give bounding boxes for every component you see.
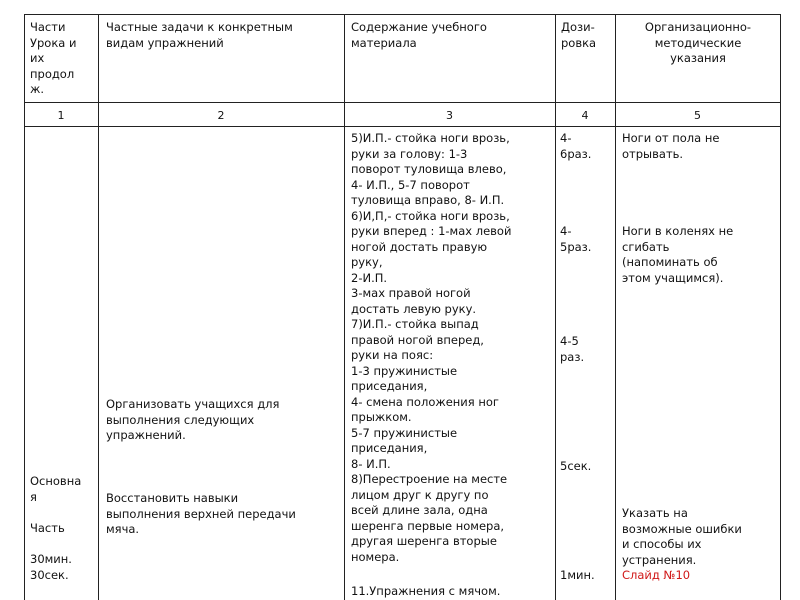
dosage-1: 4- 6раз. bbox=[560, 131, 592, 161]
column-number-2: 2 bbox=[217, 109, 225, 122]
dosage-5: 1мин. bbox=[560, 568, 595, 582]
lesson-part-duration: 30мин. 30сек. bbox=[30, 552, 72, 582]
number-row-bottom-border bbox=[24, 126, 781, 127]
note-errors: Указать на возможные ошибки и способы их устранения. bbox=[622, 506, 742, 567]
note-knees-straight: Ноги в коленях не сгибать (напоминать об этом учащимся). bbox=[622, 224, 734, 285]
header-lesson-parts: Части Урока и их продол ж. bbox=[30, 20, 77, 96]
task-organize: Организовать учащихся для выполнения следующих упражнений. bbox=[106, 397, 280, 442]
header-content: Содержание учебного материала bbox=[351, 20, 487, 50]
dosage-4: 5сек. bbox=[560, 459, 592, 473]
col-divider-1 bbox=[98, 14, 99, 600]
header-dosage: Дози- ровка bbox=[561, 20, 597, 50]
header-particular-tasks: Частные задачи к конкретным видам упражнений bbox=[106, 20, 293, 50]
header-methodical-notes: Организационно- методические указания bbox=[644, 20, 752, 65]
table-top-border bbox=[24, 14, 781, 15]
column-number-5: 5 bbox=[694, 109, 701, 122]
dosage-2: 4- 5раз. bbox=[560, 224, 592, 254]
lesson-part-label: Часть bbox=[30, 521, 65, 535]
column-number-3: 3 bbox=[446, 109, 453, 122]
task-restore-skills: Восстановить навыки выполнения верхней передачи мяча. bbox=[106, 491, 296, 536]
column-number-4: 4 bbox=[581, 109, 589, 122]
note-feet-on-floor: Ноги от пола не отрывать. bbox=[622, 131, 720, 161]
header-bottom-border bbox=[24, 102, 781, 103]
col-divider-3 bbox=[555, 14, 556, 600]
column-number-1: 1 bbox=[57, 109, 65, 122]
table-left-border bbox=[24, 14, 25, 600]
exercise-content-last-item: 11.Упражнения с мячом. bbox=[351, 584, 501, 598]
lesson-part-name: Основна я bbox=[30, 474, 82, 504]
table-right-border bbox=[780, 14, 781, 600]
dosage-3: 4-5 раз. bbox=[560, 334, 585, 364]
col-divider-4 bbox=[615, 14, 616, 600]
col-divider-2 bbox=[344, 14, 345, 600]
exercise-content: 5)И.П.- стойка ноги врозь, руки за голову: 1-3 поворот туловища влево, 4- И.П., 5-7 поворот туловища вправо, 8- И.П. 6)И,П,- стойка ноги врозь, руки вперед : 1-мах левой ногой достать правую руку, 2-И.П. 3-мах правой ногой достать левую руку. 7)И.П.- стойка выпад правой ногой вперед, руки на пояс: 1-3 пружинистые приседания, 4- смена положения ног прыжком. 5-7 пружинистые приседания, 8- И.П. 8)Перестроение на месте лицом друг к другу по всей длине зала, одна шеренга первые номера, другая шеренга вторые номера. bbox=[351, 131, 512, 564]
slide-reference: Слайд №10 bbox=[622, 568, 691, 582]
